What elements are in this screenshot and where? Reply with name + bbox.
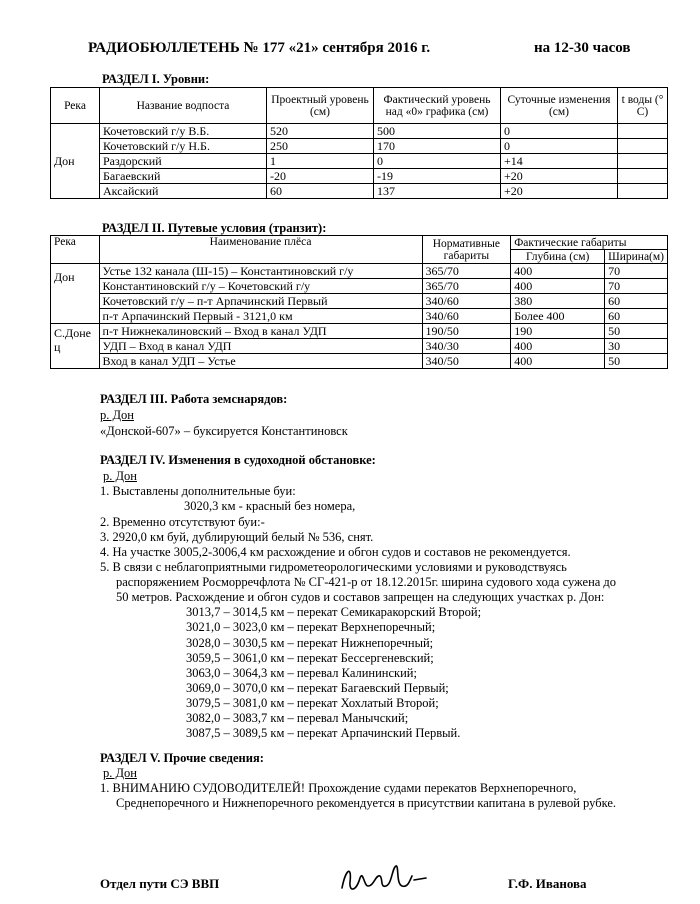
stretch-item: 3028,0 – 3030,5 км – перекат Нижнепоречный;: [186, 636, 434, 650]
section1-heading: РАЗДЕЛ I. Уровни:: [102, 72, 210, 86]
normative-cell: 340/60: [422, 309, 511, 324]
section3-river: р. Дон: [100, 408, 134, 422]
col-reach: Наименование плёса: [99, 236, 422, 264]
actual-level-cell: 0: [374, 154, 501, 169]
section3-heading: РАЗДЕЛ III. Работа земснарядов:: [100, 392, 288, 406]
daily-change-cell: 0: [501, 139, 618, 154]
daily-change-cell: +14: [501, 154, 618, 169]
col-depth: Глубина (см): [511, 250, 605, 264]
stretch-item: 3082,0 – 3083,7 км – перевал Манычский;: [186, 711, 409, 725]
width-cell: 70: [605, 264, 668, 279]
actual-level-cell: 170: [374, 139, 501, 154]
section5-line: Среднепоречного и Нижнепоречного рекомендуется в присутствии капитана в рулевой рубке.: [116, 796, 617, 810]
reach-cell: п-т Арпачинский Первый - 3121,0 км: [99, 309, 422, 324]
section5-heading: РАЗДЕЛ V. Прочие сведения:: [100, 751, 264, 765]
col-actual-level: Фактический уровень над «0» графика (см): [374, 88, 501, 124]
section4-line: 2. Временно отсутствуют буи:-: [100, 515, 265, 529]
reach-cell: Константиновский г/у – Кочетовский г/у: [99, 279, 422, 294]
section4-line: распоряжением Росморречфлота № СГ-421-р от 18.12.2015г. ширина судового хода сужена до: [116, 575, 617, 589]
reach-cell: п-т Нижнекалиновский – Вход в канал УДП: [99, 324, 422, 339]
stretch-item: 3013,7 – 3014,5 км – перекат Семикаракорский Второй;: [186, 605, 482, 619]
project-level-cell: 60: [267, 184, 374, 199]
table-row: [51, 354, 668, 369]
stretch-item: 3087,5 – 3089,5 км – перекат Арпачинский Первый.: [186, 726, 461, 740]
normative-cell: 365/70: [422, 279, 511, 294]
water-temp-cell: [618, 169, 668, 184]
water-temp-cell: [618, 184, 668, 199]
project-level-cell: -20: [267, 169, 374, 184]
col-daily-change: Суточные изменения (см): [501, 88, 618, 124]
station-cell: Раздорский: [100, 154, 267, 169]
project-level-cell: 250: [267, 139, 374, 154]
section4-river: р. Дон: [103, 469, 137, 483]
daily-change-cell: +20: [501, 184, 618, 199]
water-temp-cell: [618, 154, 668, 169]
table-row: [51, 139, 668, 154]
depth-cell: 400: [511, 354, 605, 369]
width-cell: 50: [605, 354, 668, 369]
table-row: [51, 324, 668, 339]
route-conditions-table: [50, 235, 668, 369]
table-row: [51, 294, 668, 309]
river-cell: С.Донец: [51, 324, 100, 369]
station-cell: Кочетовский г/у Н.Б.: [100, 139, 267, 154]
section4-heading: РАЗДЕЛ IV. Изменения в судоходной обстановке:: [100, 453, 376, 467]
reach-cell: УДП – Вход в канал УДП: [99, 339, 422, 354]
col-width: Ширина(м): [605, 250, 668, 264]
table-row: [51, 279, 668, 294]
station-cell: Багаевский: [100, 169, 267, 184]
table-row: [51, 124, 668, 139]
width-cell: 30: [605, 339, 668, 354]
depth-cell: 380: [511, 294, 605, 309]
col-actual: Фактические габариты: [511, 236, 668, 250]
bulletin-time: на 12-30 часов: [534, 40, 631, 56]
route-header-row: [51, 236, 668, 250]
reach-cell: Устье 132 канала (Ш-15) – Константиновский г/у: [99, 264, 422, 279]
col-project-level: Проектный уровень (см): [267, 88, 374, 124]
water-temp-cell: [618, 139, 668, 154]
col-normative: Нормативные габариты: [422, 236, 511, 264]
table-row: [51, 169, 668, 184]
actual-level-cell: 137: [374, 184, 501, 199]
width-cell: 50: [605, 324, 668, 339]
section5-line: 1. ВНИМАНИЮ СУДОВОДИТЕЛЕЙ! Прохождение судами перекатов Верхнепоречного,: [100, 781, 577, 795]
station-cell: Аксайский: [100, 184, 267, 199]
levels-header-row: [51, 88, 668, 124]
col-river: Река: [51, 88, 100, 124]
section4-line: 5. В связи с неблагоприятными гидрометеорологическими условиями и руководствуясь: [100, 560, 567, 574]
water-temp-cell: [618, 124, 668, 139]
table-row: [51, 309, 668, 324]
project-level-cell: 520: [267, 124, 374, 139]
section5-river: р. Дон: [103, 766, 137, 780]
signature: [336, 858, 428, 898]
col-station: Название водпоста: [100, 88, 267, 124]
depth-cell: 190: [511, 324, 605, 339]
section4-line: 4. На участке 3005,2-3006,4 км расхождение и обгон судов и составов не рекомендуется.: [100, 545, 571, 559]
actual-level-cell: 500: [374, 124, 501, 139]
normative-cell: 190/50: [422, 324, 511, 339]
depth-cell: Более 400: [511, 309, 605, 324]
bulletin-title: РАДИОБЮЛЛЕТЕНЬ № 177 «21» сентября 2016 г.: [88, 40, 431, 56]
normative-cell: 340/60: [422, 294, 511, 309]
depth-cell: 400: [511, 279, 605, 294]
levels-table: [50, 87, 668, 199]
stretch-item: 3069,0 – 3070,0 км – перекат Багаевский Первый;: [186, 681, 449, 695]
project-level-cell: 1: [267, 154, 374, 169]
section4-line: 3020,3 км - красный без номера,: [184, 499, 356, 513]
section4-line: 1. Выставлены дополнительные буи:: [100, 484, 296, 498]
department-label: Отдел пути СЭ ВВП: [100, 876, 220, 891]
station-cell: Кочетовский г/у В.Б.: [100, 124, 267, 139]
section3-text: «Донской-607» – буксируется Константиновск: [100, 424, 348, 438]
width-cell: 60: [605, 294, 668, 309]
normative-cell: 340/30: [422, 339, 511, 354]
river-cell: Дон: [51, 264, 100, 324]
table-row: [51, 264, 668, 279]
signer-name: Г.Ф. Иванова: [508, 876, 587, 891]
depth-cell: 400: [511, 264, 605, 279]
width-cell: 60: [605, 309, 668, 324]
daily-change-cell: +20: [501, 169, 618, 184]
width-cell: 70: [605, 279, 668, 294]
river-cell: Дон: [51, 124, 100, 199]
stretch-item: 3079,5 – 3081,0 км – перекат Хохлатый Второй;: [186, 696, 439, 710]
stretch-item: 3021,0 – 3023,0 км – перекат Верхнепоречный;: [186, 620, 436, 634]
table-row: [51, 184, 668, 199]
table-row: [51, 339, 668, 354]
table-row: [51, 154, 668, 169]
stretch-item: 3059,5 – 3061,0 км – перекат Бессергеневский;: [186, 651, 434, 665]
reach-cell: Вход в канал УДП – Устье: [99, 354, 422, 369]
daily-change-cell: 0: [501, 124, 618, 139]
section2-heading: РАЗДЕЛ II. Путевые условия (транзит):: [102, 221, 327, 235]
depth-cell: 400: [511, 339, 605, 354]
section4-line: 50 метров. Расхождение и обгон судов и составов запрещен на следующих участках р. Дон:: [116, 590, 605, 604]
normative-cell: 365/70: [422, 264, 511, 279]
section4-line: 3. 2920,0 км буй, дублирующий белый № 536, снят.: [100, 530, 374, 544]
actual-level-cell: -19: [374, 169, 501, 184]
col-water-temp: t воды (° С): [618, 88, 668, 124]
normative-cell: 340/50: [422, 354, 511, 369]
reach-cell: Кочетовский г/у – п-т Арпачинский Первый: [99, 294, 422, 309]
col-river: Река: [51, 236, 100, 264]
stretch-item: 3063,0 – 3064,3 км – перевал Калининский;: [186, 666, 417, 680]
